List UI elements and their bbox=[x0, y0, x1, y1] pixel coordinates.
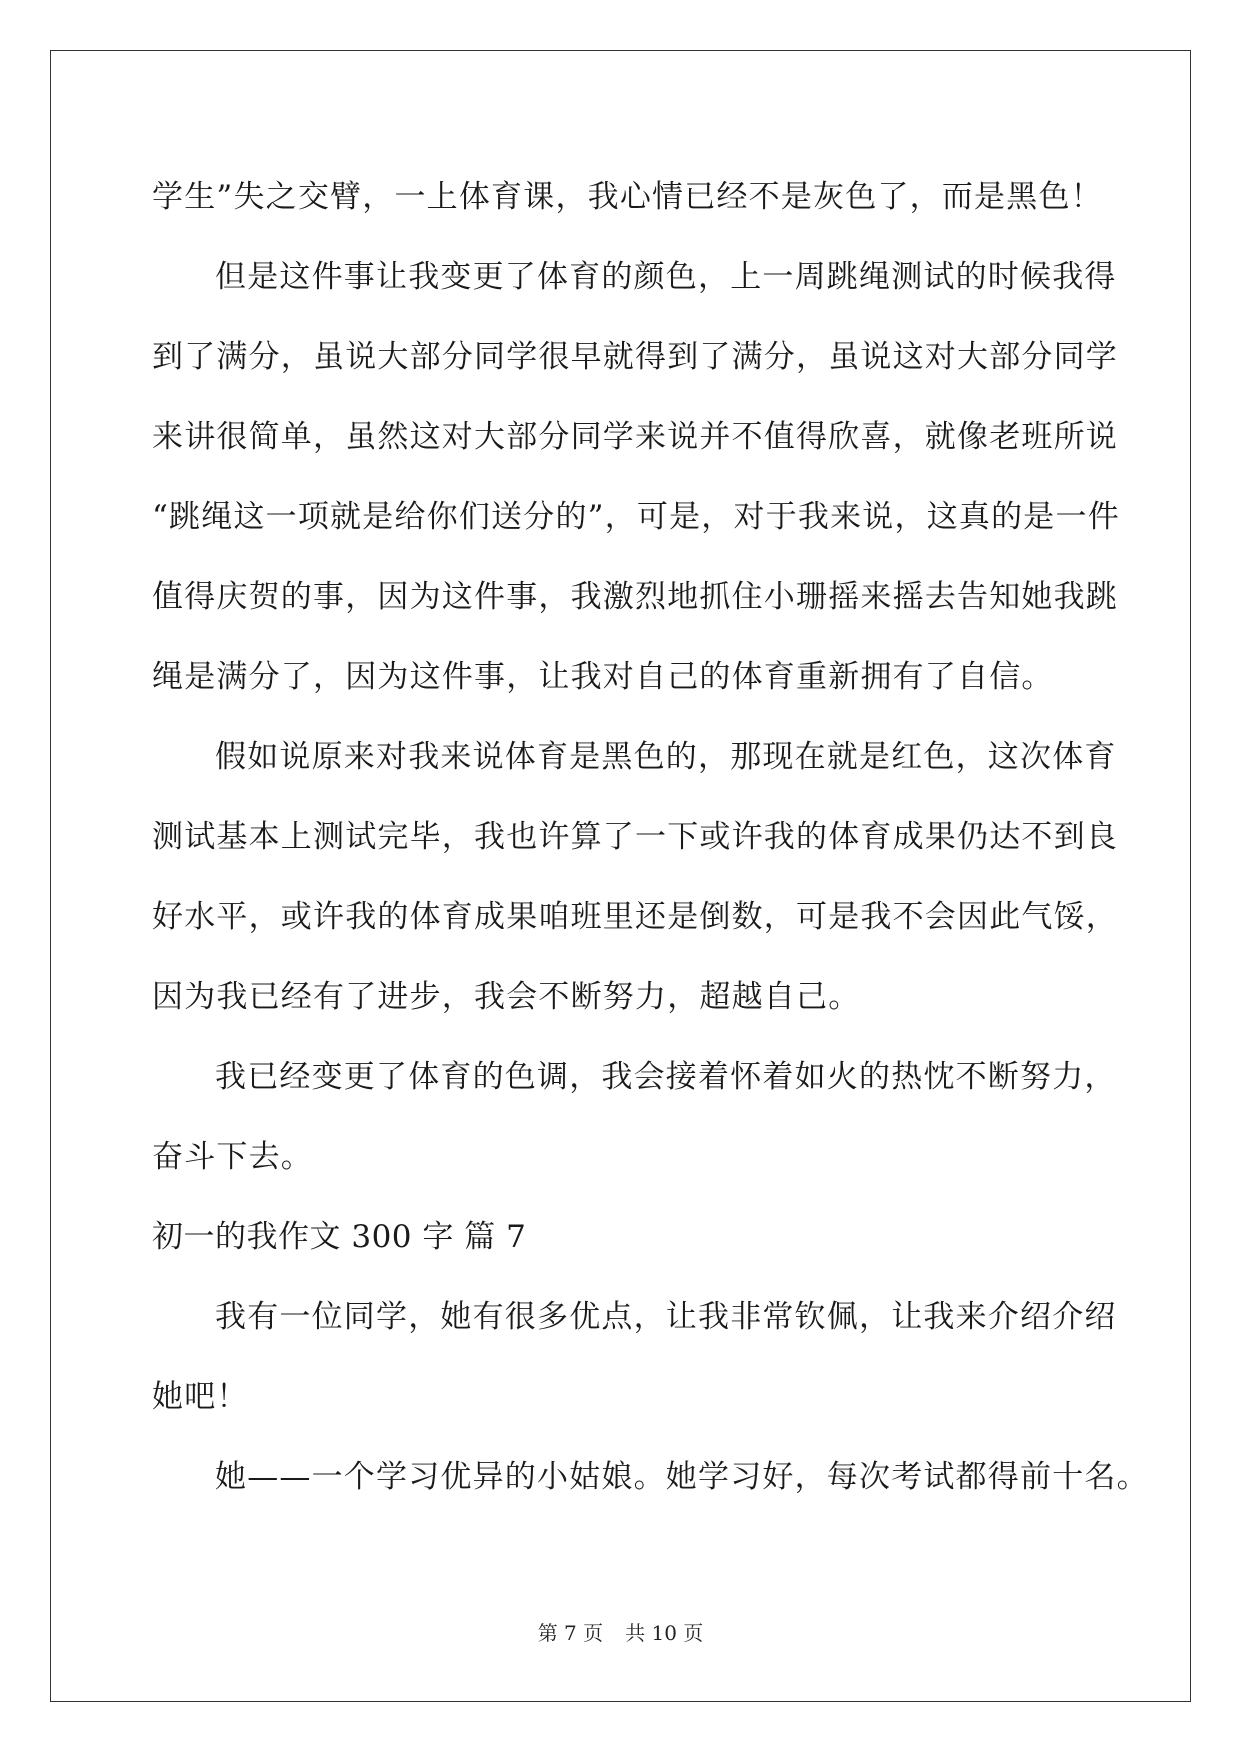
text-line: 因为我已经有了进步，我会不断努力，超越自己。 bbox=[152, 979, 861, 1015]
text-line: 好水平，或许我的体育成果咱班里还是倒数，可是我不会因此气馁， bbox=[152, 899, 1118, 935]
section-heading: 初一的我作文 300 字 篇 7 bbox=[152, 1219, 527, 1255]
page-total: 共 10 页 bbox=[625, 1621, 704, 1645]
document-body bbox=[152, 157, 1149, 1517]
paragraph-start: 但是这件事让我变更了体育的颜色，上一周跳绳测试的时候我得 bbox=[215, 259, 1117, 295]
text-line: 奋斗下去。 bbox=[152, 1139, 313, 1175]
text-line: 绳是满分了，因为这件事，让我对自己的体育重新拥有了自信。 bbox=[152, 659, 1054, 695]
text-line: 学生”失之交臂，一上体育课，我心情已经不是灰色了，而是黑色！ bbox=[152, 179, 1103, 215]
text-line: 她吧！ bbox=[152, 1379, 249, 1415]
text-line: 测试基本上测试完毕，我也许算了一下或许我的体育成果仍达不到良 bbox=[152, 819, 1118, 855]
page-footer bbox=[0, 1617, 1241, 1646]
paragraph-start: 她——一个学习优异的小姑娘。她学习好，每次考试都得前十名。 bbox=[215, 1459, 1149, 1495]
page-number: 第 7 页 bbox=[537, 1621, 604, 1645]
text-line: “跳绳这一项就是给你们送分的”，可是，对于我来说，这真的是一件 bbox=[152, 499, 1120, 535]
paragraph-start: 假如说原来对我来说体育是黑色的，那现在就是红色，这次体育 bbox=[215, 739, 1117, 775]
text-line: 来讲很简单，虽然这对大部分同学来说并不值得欣喜，就像老班所说 bbox=[152, 419, 1118, 455]
paragraph-start: 我有一位同学，她有很多优点，让我非常钦佩，让我来介绍介绍 bbox=[215, 1299, 1117, 1335]
paragraph-start: 我已经变更了体育的色调，我会接着怀着如火的热忱不断努力， bbox=[215, 1059, 1117, 1095]
text-line: 到了满分，虽说大部分同学很早就得到了满分，虽说这对大部分同学 bbox=[152, 339, 1118, 375]
text-line: 值得庆贺的事，因为这件事，我激烈地抓住小珊摇来摇去告知她我跳 bbox=[152, 579, 1118, 615]
